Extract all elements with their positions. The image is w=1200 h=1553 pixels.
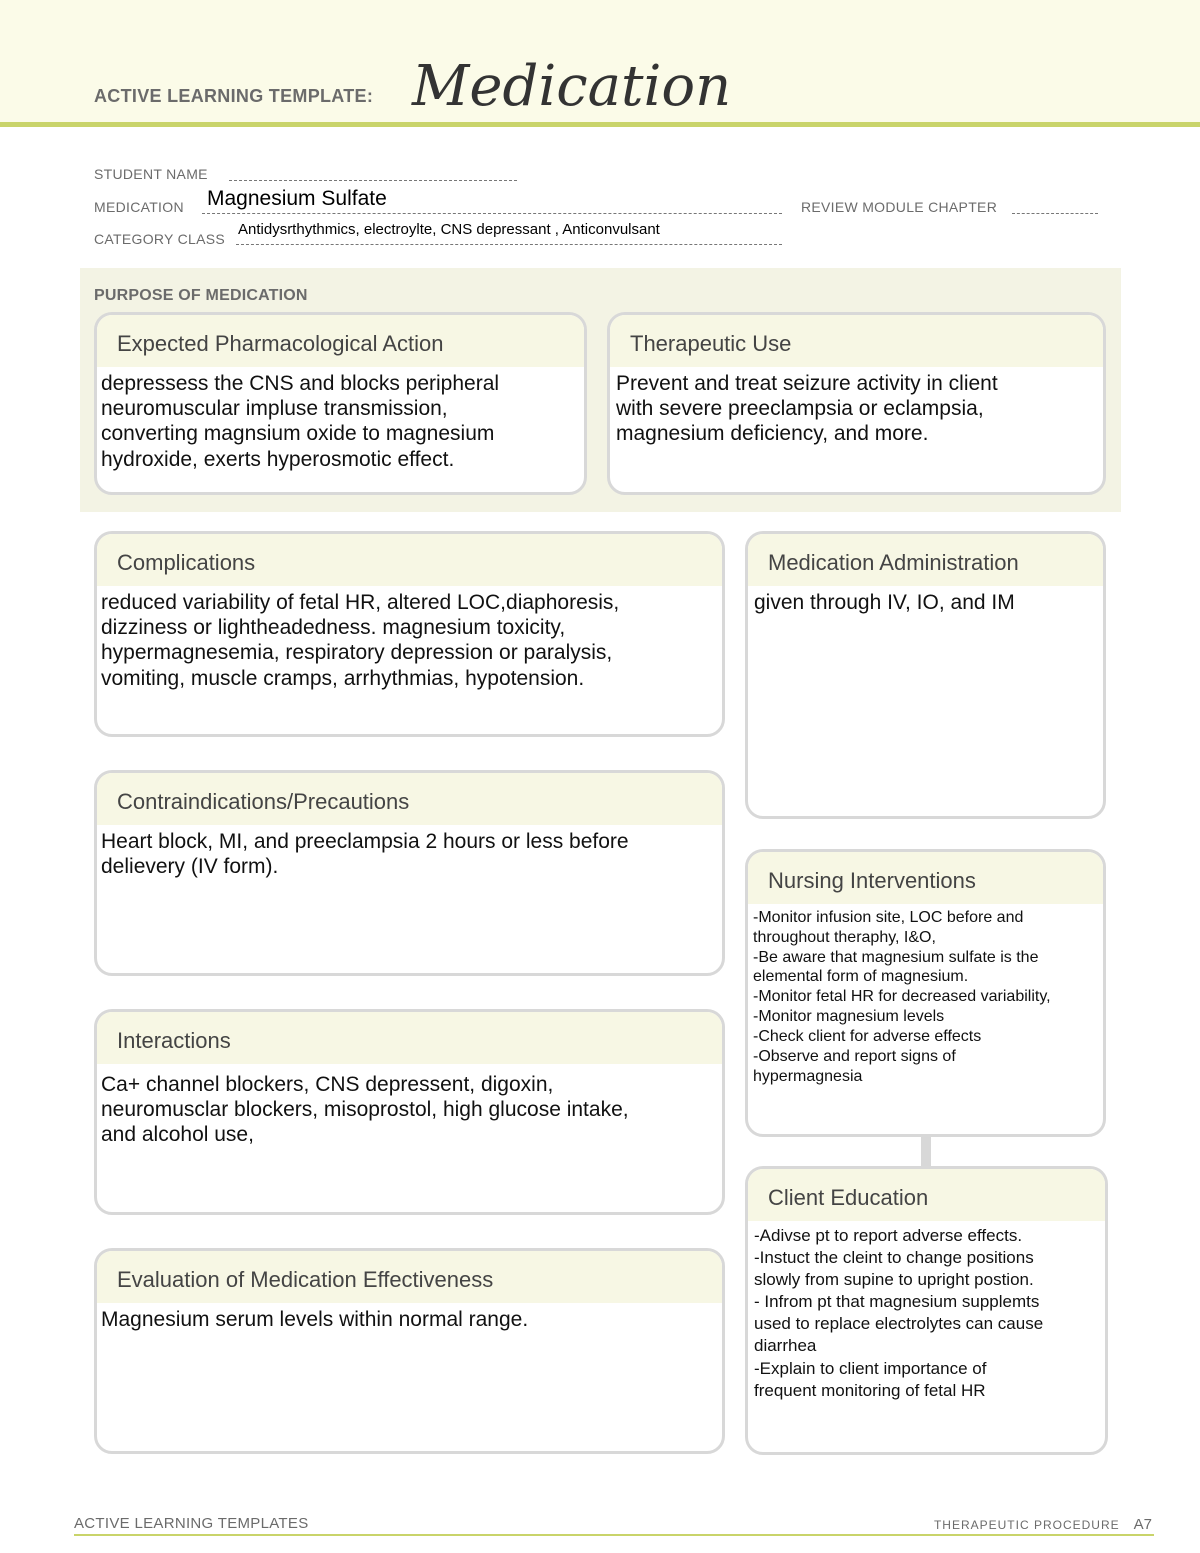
interactions-title: Interactions xyxy=(97,1012,722,1064)
footer-right xyxy=(934,1516,1152,1533)
interactions-text[interactable]: Ca+ channel blockers, CNS depressent, digoxin, neuromusclar blockers, misoprostol, high glucose intake, and alcohol use, xyxy=(101,1073,629,1147)
student-name-label: STUDENT NAME xyxy=(94,166,208,182)
header-rule xyxy=(0,122,1200,127)
administration-title: Medication Administration xyxy=(748,534,1103,586)
connector-bar xyxy=(921,1134,931,1166)
purpose-title: PURPOSE OF MEDICATION xyxy=(94,287,308,304)
evaluation-text[interactable]: Magnesium serum levels within normal range. xyxy=(101,1308,529,1331)
medication-value: Magnesium Sulfate xyxy=(207,187,387,210)
interactions-box xyxy=(94,1009,725,1215)
nursing-interventions-box xyxy=(745,849,1106,1137)
administration-text[interactable]: given through IV, IO, and IM xyxy=(754,591,1015,614)
administration-box xyxy=(745,531,1106,819)
complications-text[interactable]: reduced variability of fetal HR, altered LOC,diaphoresis, dizziness or lightheadedness. magnesium toxicity, hypermagnesemia, respiratory depression or paralysis, vomiting, muscle cramps, arrhythmias, hypotension. xyxy=(101,591,620,690)
review-module-label: REVIEW MODULE CHAPTER xyxy=(801,199,998,215)
student-name-line[interactable] xyxy=(229,180,517,181)
category-class-label: CATEGORY CLASS xyxy=(94,231,226,247)
nursing-interventions-title: Nursing Interventions xyxy=(748,852,1103,904)
evaluation-title: Evaluation of Medication Effectiveness xyxy=(97,1251,722,1303)
footer-left-label: ACTIVE LEARNING TEMPLATES xyxy=(74,1515,309,1532)
footer-rule xyxy=(74,1534,1154,1536)
therapeutic-use-text[interactable]: Prevent and treat seizure activity in client with severe preeclampsia or eclampsia, magnesium deficiency, and more. xyxy=(616,372,998,446)
contraindications-title: Contraindications/Precautions xyxy=(97,773,722,825)
category-class-line[interactable] xyxy=(236,244,782,245)
complications-box xyxy=(94,531,725,737)
client-education-box xyxy=(745,1166,1108,1455)
medication-line[interactable] xyxy=(202,213,782,214)
page-code: A7 xyxy=(1133,1516,1152,1533)
template-label: ACTIVE LEARNING TEMPLATE: xyxy=(94,86,374,106)
footer-right-label: THERAPEUTIC PROCEDURE xyxy=(933,1518,1120,1532)
complications-title: Complications xyxy=(97,534,722,586)
expected-action-text[interactable]: depressess the CNS and blocks peripheral neuromuscular impluse transmission, converting magnsium oxide to magnesium hydroxide, exerts hyperosmotic effect. xyxy=(101,372,500,471)
review-module-line[interactable] xyxy=(1012,213,1098,214)
category-class-value: Antidysrthythmics, electroylte, CNS depressant , Anticonvulsant xyxy=(238,221,660,238)
client-education-title: Client Education xyxy=(748,1169,1105,1221)
contraindications-box xyxy=(94,770,725,976)
expected-action-box xyxy=(94,312,587,495)
contraindications-text[interactable]: Heart block, MI, and preeclampsia 2 hours or less before delievery (IV form). xyxy=(101,830,629,879)
medication-label: MEDICATION xyxy=(94,199,184,215)
therapeutic-use-box xyxy=(607,312,1106,495)
evaluation-box xyxy=(94,1248,725,1454)
expected-action-title: Expected Pharmacological Action xyxy=(97,315,584,367)
page-title: Medication xyxy=(412,54,732,119)
nursing-interventions-text[interactable]: -Monitor infusion site, LOC before and throughout theraphy, I&O, -Be aware that magnesium sulfate is the elemental form of magnesium. -Monitor fetal HR for decreased variability, -Monitor magnesium levels -Check client for adverse effects -Observe and report signs of hypermagnesia xyxy=(753,909,1051,1085)
therapeutic-use-title: Therapeutic Use xyxy=(610,315,1103,367)
client-education-text[interactable]: -Adivse pt to report adverse effects. -Instuct the cleint to change positions slowly from supine to upright postion. - Infrom pt that magnesium supplemts used to replace electrolytes can cause diarrhea -Explain to client importance of frequent monitoring of fetal HR xyxy=(754,1226,1044,1400)
